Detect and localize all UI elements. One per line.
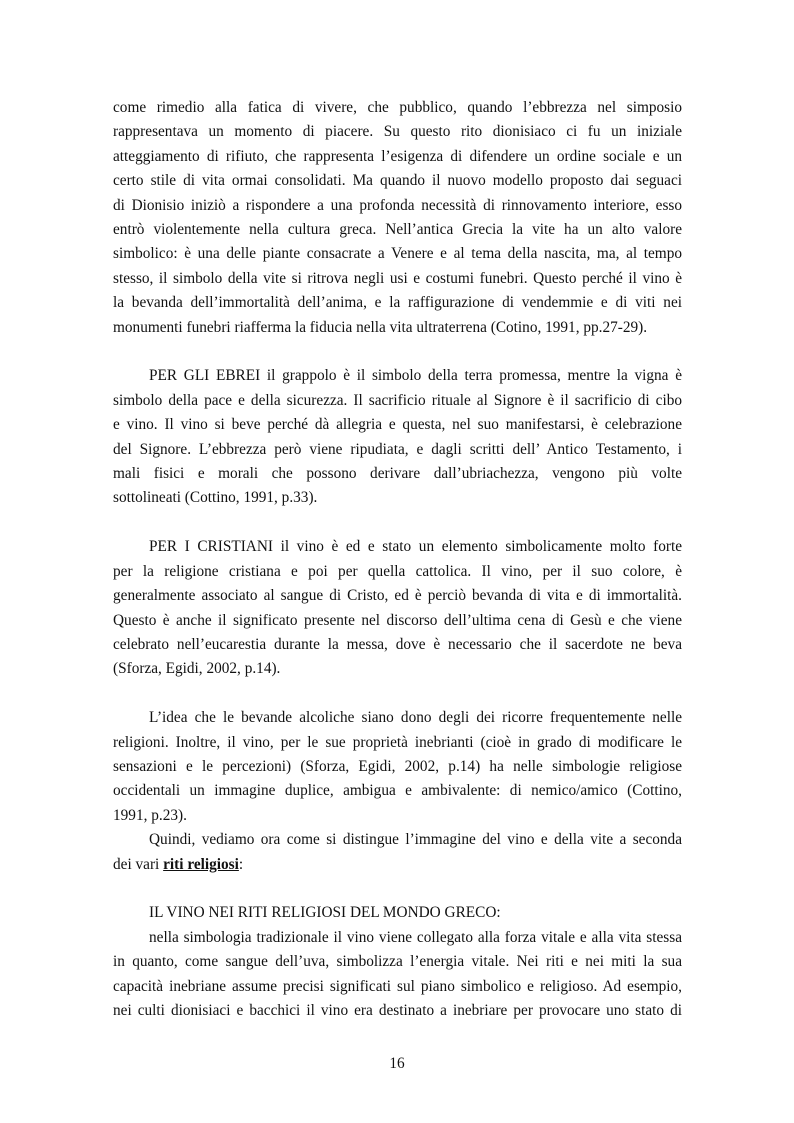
text-line: 1991, p.23). <box>113 806 187 824</box>
paragraph-lead: PER GLI EBREI <box>149 367 261 385</box>
text-line: la bevanda dell’immortalità dell’anima, e la raffigurazione di vendemmie e di viti nei <box>113 294 682 312</box>
text-span: dei vari <box>113 855 164 873</box>
paragraph-gap <box>113 682 682 706</box>
paragraph-alcohol-gods <box>113 706 682 828</box>
text-line: nella simbologia tradizionale il vino viene collegato alla forza vitale e alla vita stessa <box>149 928 682 946</box>
body-text <box>113 96 682 1023</box>
text-line: rappresentava un momento di piacere. Su questo rito dionisiaco ci fu un iniziale <box>113 123 682 141</box>
text-line: del Signore. L’ebbrezza però viene ripudiata, e dagli scritti dell’ Antico Testamento, i <box>113 440 682 458</box>
text-line <box>113 535 682 559</box>
text-line: atteggiamento di rifiuto, che rappresenta l’esigenza di difendere un ordine sociale e un <box>113 147 682 165</box>
text-line: simbolo della pace e della sicurezza. Il sacrificio rituale al Signore è il sacrificio di cibo <box>113 391 682 409</box>
paragraph-gap <box>113 511 682 535</box>
text-line: simbolico: è una delle piante consacrate a Venere e al tema della nascita, ma, al tempo <box>113 245 682 263</box>
text-line <box>113 853 682 877</box>
section-heading: IL VINO NEI RITI RELIGIOSI DEL MONDO GRECO: <box>149 904 501 922</box>
text-line: religioni. Inoltre, il vino, per le sue proprietà inebrianti (cioè in grado di modificare le <box>113 733 682 751</box>
text-line: sottolineati (Cottino, 1991, p.33). <box>113 489 318 507</box>
text-line: (Sforza, Egidi, 2002, p.14). <box>113 660 281 678</box>
page-number: 16 <box>389 1055 405 1072</box>
paragraph-christians <box>113 535 682 681</box>
text-line: come rimedio alla fatica di vivere, che pubblico, quando l’ebbrezza nel simposio <box>113 99 682 116</box>
paragraph-lead: PER I CRISTIANI <box>149 538 273 556</box>
text-span: : <box>238 855 244 873</box>
text-span: il grappolo è il simbolo della terra promessa, mentre la vigna è <box>260 367 682 385</box>
section-greek-rites <box>113 901 682 1023</box>
text-line: in quanto, come sangue dell’uva, simbolizza l’energia vitale. Nei riti e nei miti la sua <box>113 953 682 971</box>
text-line: mali fisici e morali che possono derivare dall’ubriachezza, vengono più volte <box>113 465 682 483</box>
paragraph-gap <box>113 340 682 364</box>
text-line: stesso, il simbolo della vite si ritrova negli usi e costumi funebri. Questo perché il vino è <box>113 269 682 287</box>
text-line: sensazioni e le percezioni) (Sforza, Egidi, 2002, p.14) ha nelle simbologie religiose <box>113 757 682 775</box>
text-line: nei culti dionisiaci e bacchici il vino era destinato a inebriare per provocare uno stato di <box>113 1001 682 1019</box>
paragraph-gap <box>113 877 682 901</box>
text-line: Quindi, vediamo ora come si distingue l’immagine del vino e della vite a seconda <box>149 831 682 849</box>
text-line: capacità inebriane assume precisi significati sul piano simbolico e religioso. Ad esempio, <box>113 977 682 995</box>
text-line: occidentali un immagine duplice, ambigua e ambivalente: di nemico/amico (Cottino, <box>113 782 682 800</box>
text-line: celebrato nell’eucarestia durante la messa, dove è necessario che il sacerdote ne beva <box>113 635 682 653</box>
paragraph-religious-rites <box>113 828 682 877</box>
paragraph-jews <box>113 364 682 510</box>
text-line: entrò violentemente nella cultura greca. Nell’antica Grecia la vite ha un alto valore <box>113 221 682 239</box>
text-line: per la religione cristiana e poi per quella cattolica. Il vino, per il suo colore, è <box>113 562 682 580</box>
text-line <box>113 364 682 388</box>
text-line: L’idea che le bevande alcoliche siano dono degli dei ricorre frequentemente nelle <box>149 709 682 727</box>
text-line: di Dionisio iniziò a rispondere a una profonda necessità di rinnovamento interiore, esso <box>113 196 682 214</box>
text-line: Questo è anche il significato presente nel discorso dell’ultima cena di Gesù e che viene <box>113 611 682 629</box>
paragraph-greek-vine <box>113 96 682 340</box>
text-line: monumenti funebri riafferma la fiducia nella vita ultraterrena (Cotino, 1991, pp.27-29). <box>113 318 648 336</box>
text-line: e vino. Il vino si beve perché dà allegria e questa, nel suo manifestarsi, è celebrazione <box>113 416 682 434</box>
text-span: il vino è ed e stato un elemento simbolicamente molto forte <box>272 538 682 556</box>
emphasized-term: riti religiosi <box>163 855 239 873</box>
text-line: generalmente associato al sangue di Cristo, ed è perciò bevanda di vita e di immortalità. <box>113 587 682 605</box>
text-line: certo stile di vita ormai consolidati. Ma quando il nuovo modello proposto dai seguaci <box>113 172 682 190</box>
